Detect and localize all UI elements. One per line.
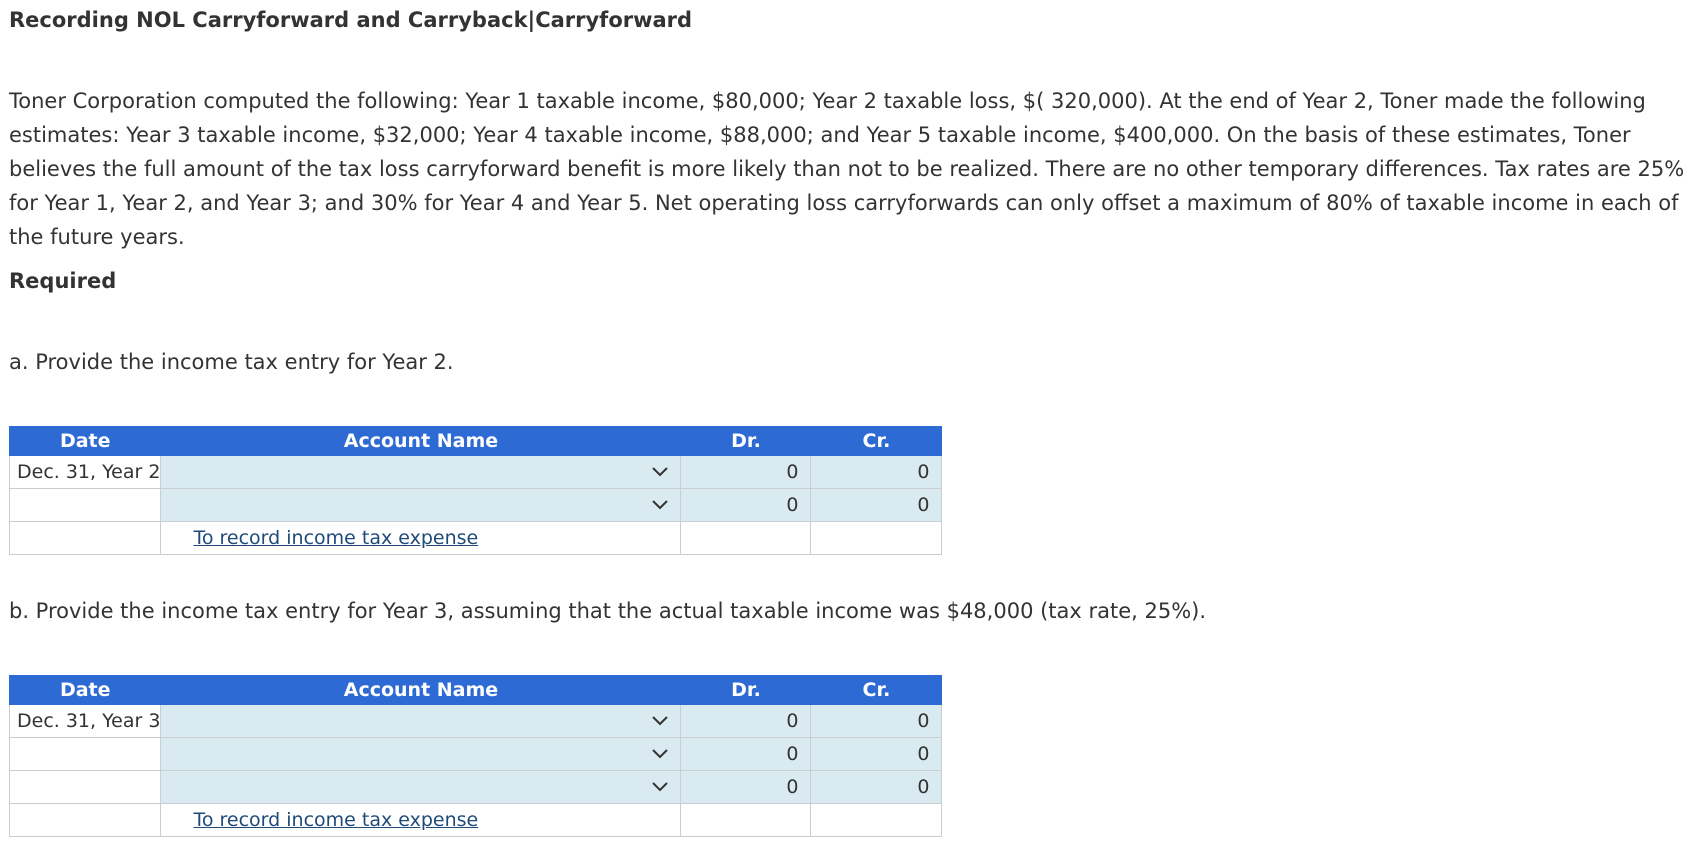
memo-text: To record income tax expense <box>193 809 479 831</box>
col-header-account: Account Name <box>161 676 681 705</box>
credit-input[interactable]: 0 <box>811 771 942 804</box>
chevron-down-icon[interactable] <box>650 496 670 514</box>
credit-cell-empty <box>811 522 942 555</box>
problem-statement: Toner Corporation computed the following: Year 1 taxable income, $80,000; Year 2 taxable loss, $( 320,000). At the end of Year 2, Toner made the following estimates: Year 3 taxable income, $32,000; Year 4 taxable income, $88,000; and Year 5 taxable income, $400,000. On the basis of these estimates, Toner believes the full amount of the tax loss carryforward benefit is more likely than not to be realized. There are no other temporary differences. Tax rates are 25% for Year 1, Year 2, and Year 3; and 30% for Year 4 and Year 5. Net operating loss carryforwards can only offset a maximum of 80% of taxable income in each of the future years. <box>9 89 1685 249</box>
date-cell-empty <box>10 738 161 771</box>
journal-header-row <box>10 427 942 456</box>
account-select[interactable] <box>161 771 681 804</box>
question-b: b. Provide the income tax entry for Year 3, assuming that the actual taxable income was $48,000 (tax rate, 25%). <box>9 599 1207 623</box>
debit-cell-empty <box>681 522 811 555</box>
chevron-down-icon[interactable] <box>650 745 670 763</box>
debit-input[interactable]: 0 <box>681 456 811 489</box>
debit-input[interactable]: 0 <box>681 489 811 522</box>
required-heading: Required <box>9 269 117 293</box>
debit-input[interactable]: 0 <box>681 705 811 738</box>
memo-cell <box>161 522 681 555</box>
journal-table-a <box>9 426 942 555</box>
col-header-date: Date <box>10 427 161 456</box>
entry-date: Dec. 31, Year 3 <box>10 705 161 738</box>
account-select[interactable] <box>161 738 681 771</box>
credit-input[interactable]: 0 <box>811 705 942 738</box>
credit-input[interactable]: 0 <box>811 738 942 771</box>
credit-cell-empty <box>811 804 942 837</box>
table-row <box>10 738 942 771</box>
credit-input[interactable]: 0 <box>811 456 942 489</box>
question-a: a. Provide the income tax entry for Year 2. <box>9 350 454 374</box>
account-select[interactable] <box>161 489 681 522</box>
date-cell-empty <box>10 489 161 522</box>
debit-input[interactable]: 0 <box>681 738 811 771</box>
col-header-date: Date <box>10 676 161 705</box>
chevron-down-icon[interactable] <box>650 712 670 730</box>
col-header-cr: Cr. <box>811 676 942 705</box>
date-cell-empty <box>10 771 161 804</box>
credit-input[interactable]: 0 <box>811 489 942 522</box>
memo-text: To record income tax expense <box>193 527 479 549</box>
table-row <box>10 489 942 522</box>
table-row <box>10 705 942 738</box>
table-row <box>10 771 942 804</box>
col-header-dr: Dr. <box>681 427 811 456</box>
chevron-down-icon[interactable] <box>650 463 670 481</box>
page-title: Recording NOL Carryforward and Carryback|Carryforward <box>9 8 693 32</box>
date-cell-empty <box>10 522 161 555</box>
debit-cell-empty <box>681 804 811 837</box>
date-cell-empty <box>10 804 161 837</box>
col-header-cr: Cr. <box>811 427 942 456</box>
table-row <box>10 522 942 555</box>
col-header-dr: Dr. <box>681 676 811 705</box>
account-select[interactable] <box>161 705 681 738</box>
entry-date: Dec. 31, Year 2 <box>10 456 161 489</box>
debit-input[interactable]: 0 <box>681 771 811 804</box>
journal-header-row <box>10 676 942 705</box>
journal-table-b <box>9 675 942 837</box>
memo-cell <box>161 804 681 837</box>
account-select[interactable] <box>161 456 681 489</box>
table-row <box>10 456 942 489</box>
chevron-down-icon[interactable] <box>650 778 670 796</box>
table-row <box>10 804 942 837</box>
col-header-account: Account Name <box>161 427 681 456</box>
